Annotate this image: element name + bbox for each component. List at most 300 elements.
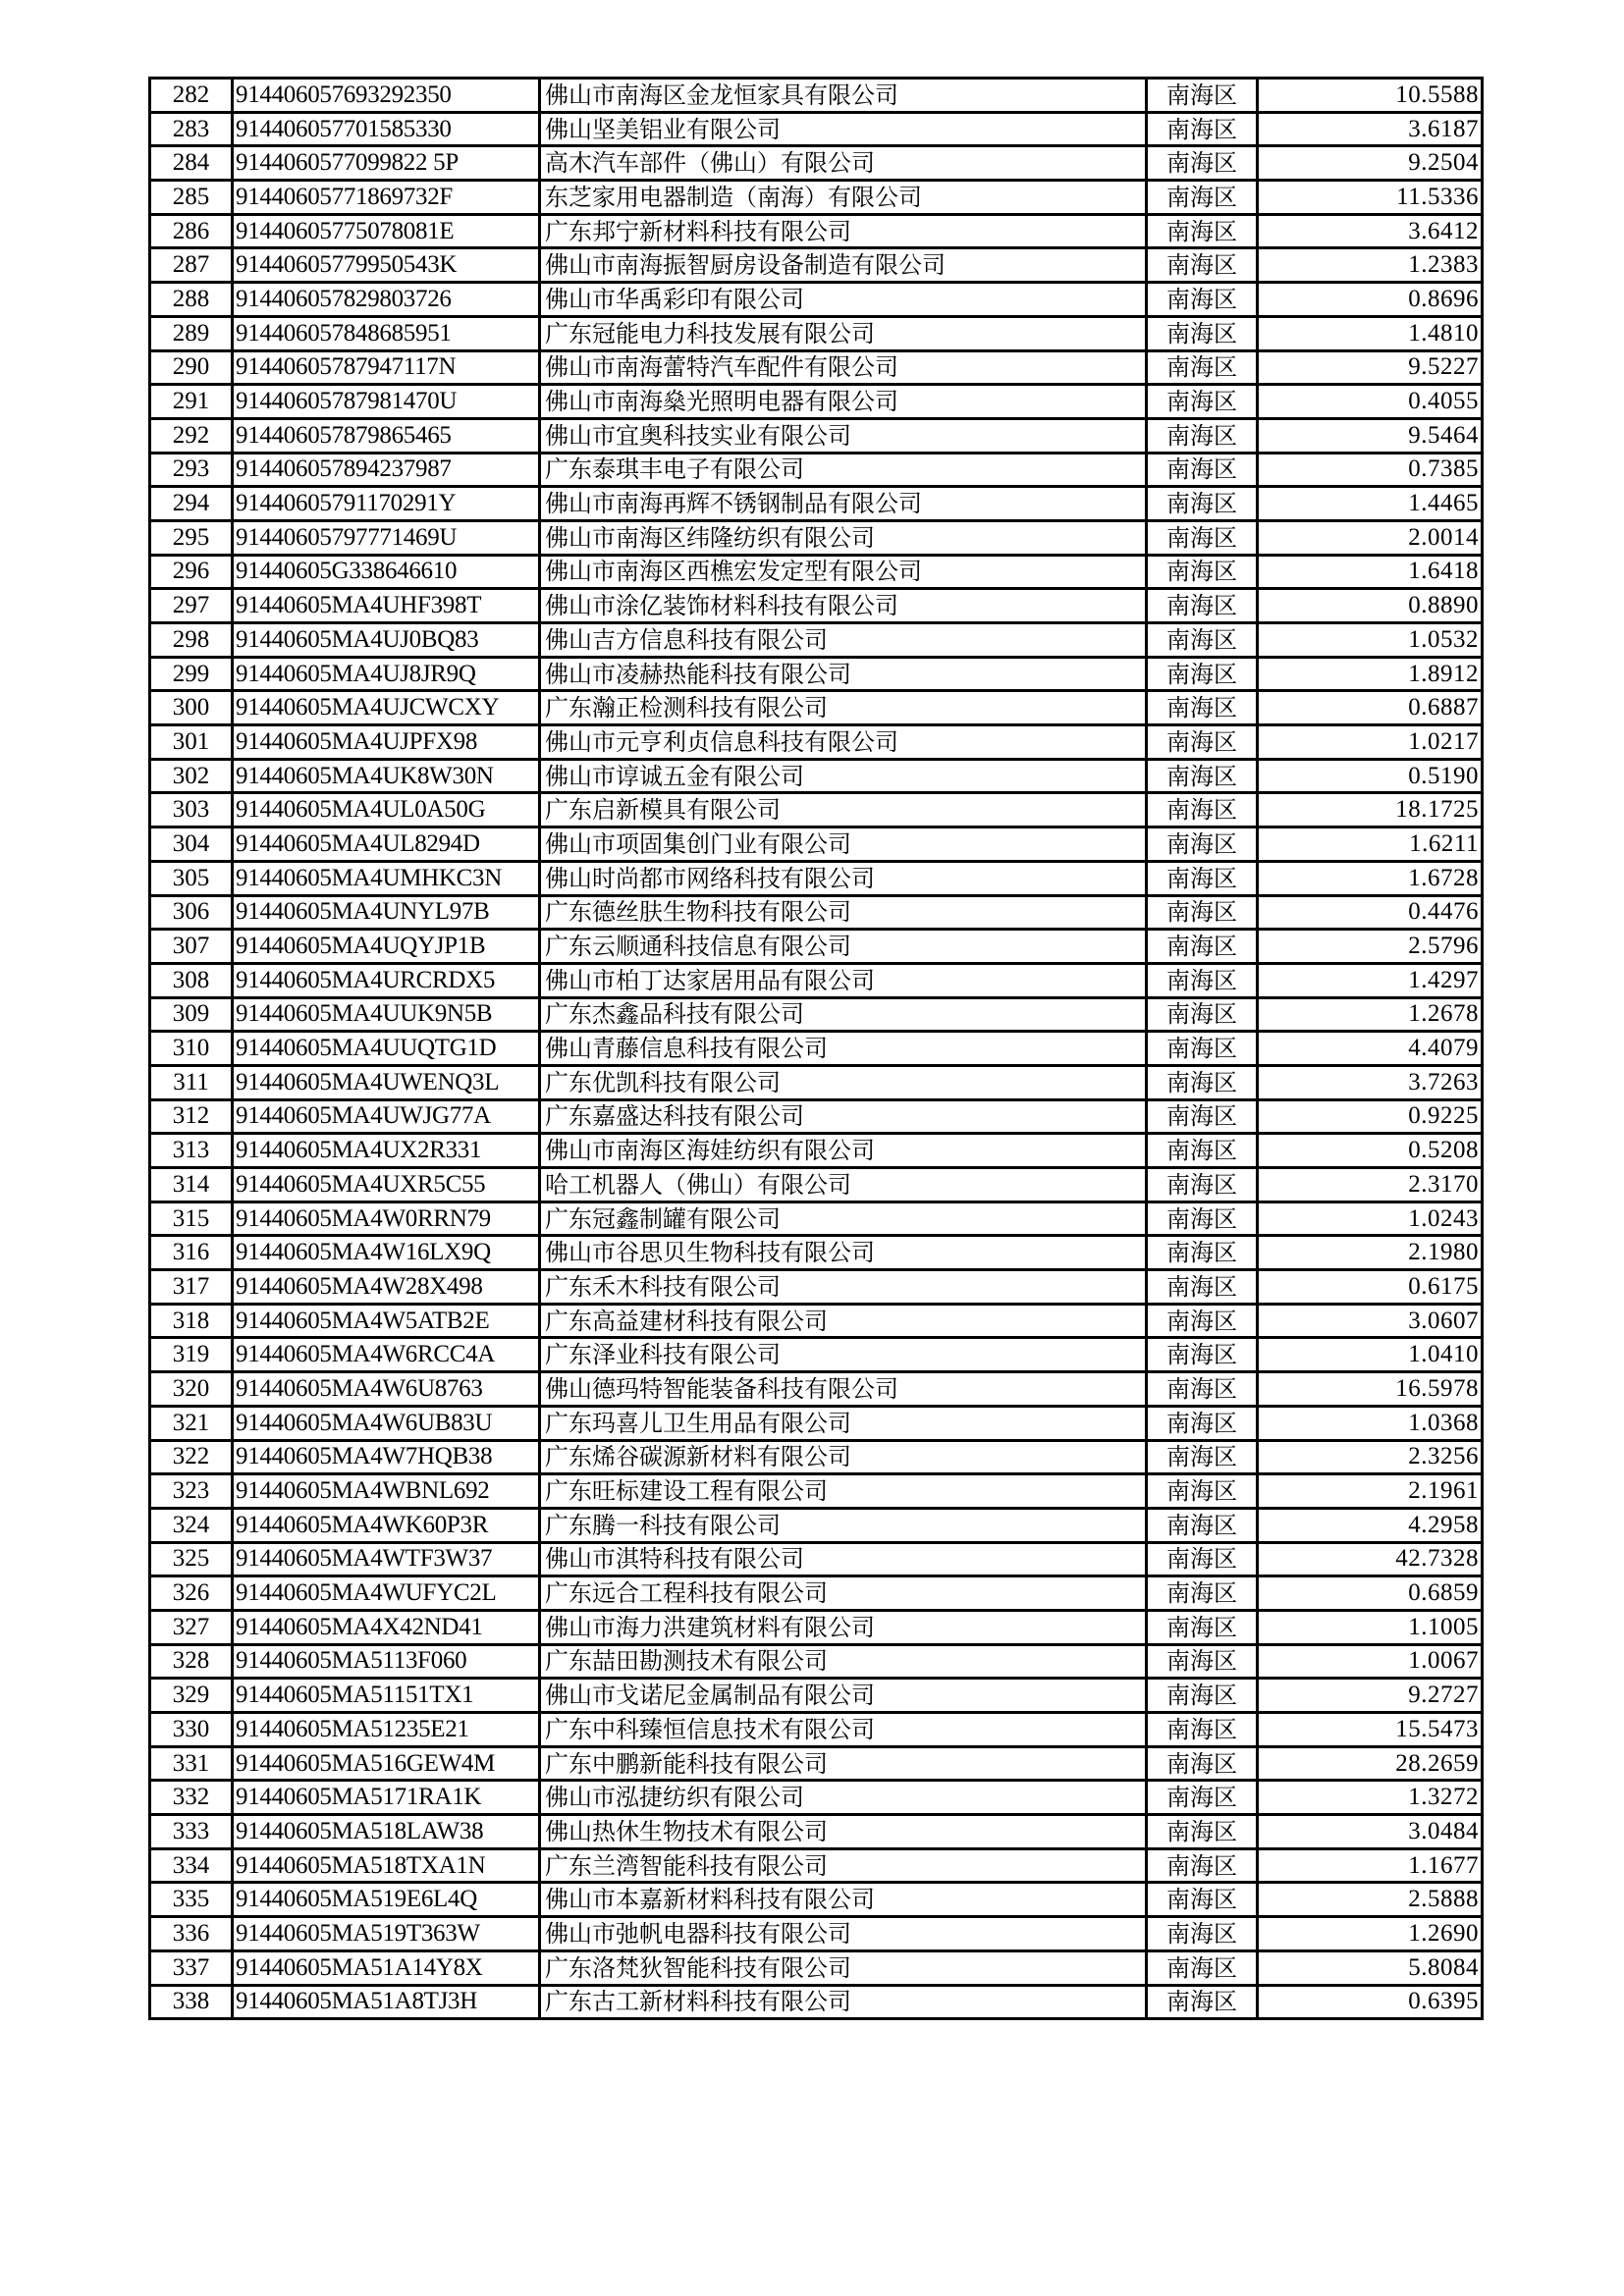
table-row: [150, 1644, 1483, 1679]
company-name: 广东冠能电力科技发展有限公司: [540, 316, 1147, 350]
district: 南海区: [1147, 1338, 1258, 1372]
company-name: 广东泰琪丰电子有限公司: [540, 453, 1147, 487]
value: 9.2727: [1258, 1679, 1483, 1713]
district: 南海区: [1147, 1815, 1258, 1849]
table-row: [150, 1236, 1483, 1270]
table-row: [150, 1406, 1483, 1440]
row-number: 317: [150, 1270, 233, 1305]
table-row: [150, 1883, 1483, 1917]
value: 0.6887: [1258, 691, 1483, 725]
company-name: 佛山市南海区西樵宏发定型有限公司: [540, 555, 1147, 589]
row-number: 294: [150, 487, 233, 521]
row-number: 337: [150, 1950, 233, 1985]
district: 南海区: [1147, 146, 1258, 181]
district: 南海区: [1147, 1542, 1258, 1576]
row-number: 305: [150, 861, 233, 895]
company-name: 广东中鹏新能科技有限公司: [540, 1746, 1147, 1781]
value: 0.5208: [1258, 1134, 1483, 1168]
credit-code: 914406057848685951: [233, 316, 540, 350]
value: 0.5190: [1258, 759, 1483, 793]
district: 南海区: [1147, 1679, 1258, 1713]
table-row: [150, 350, 1483, 385]
credit-code: 91440605MA4W5ATB2E: [233, 1304, 540, 1338]
row-number: 286: [150, 214, 233, 248]
row-number: 316: [150, 1236, 233, 1270]
company-name: 佛山德玛特智能装备科技有限公司: [540, 1372, 1147, 1407]
table-row: [150, 1065, 1483, 1099]
value: 0.8696: [1258, 283, 1483, 317]
value: 0.4055: [1258, 385, 1483, 419]
table-row: [150, 316, 1483, 350]
value: 1.8912: [1258, 657, 1483, 691]
table-row: [150, 1372, 1483, 1407]
value: 0.9225: [1258, 1099, 1483, 1134]
credit-code: 91440605MA4UXR5C55: [233, 1168, 540, 1202]
value: 9.5227: [1258, 350, 1483, 385]
table-body: [150, 79, 1483, 2019]
table-row: [150, 1474, 1483, 1509]
company-name: 佛山市南海区纬隆纺织有限公司: [540, 520, 1147, 555]
value: 2.0014: [1258, 520, 1483, 555]
table-row: [150, 759, 1483, 793]
table-row: [150, 861, 1483, 895]
district: 南海区: [1147, 1644, 1258, 1679]
company-name: 广东兰湾智能科技有限公司: [540, 1848, 1147, 1883]
row-number: 283: [150, 112, 233, 146]
company-name: 佛山时尚都市网络科技有限公司: [540, 861, 1147, 895]
table-row: [150, 895, 1483, 930]
credit-code: 914406057701585330: [233, 112, 540, 146]
company-name: 广东德丝肤生物科技有限公司: [540, 895, 1147, 930]
company-name: 佛山市项固集创门业有限公司: [540, 828, 1147, 862]
row-number: 319: [150, 1338, 233, 1372]
value: 2.3170: [1258, 1168, 1483, 1202]
company-name: 佛山市凌赫热能科技有限公司: [540, 657, 1147, 691]
company-name: 广东玛喜儿卫生用品有限公司: [540, 1406, 1147, 1440]
value: 2.5796: [1258, 930, 1483, 964]
company-name: 佛山市泓捷纺织有限公司: [540, 1781, 1147, 1815]
district: 南海区: [1147, 1201, 1258, 1236]
value: 1.0067: [1258, 1644, 1483, 1679]
district: 南海区: [1147, 1474, 1258, 1509]
company-name: 佛山市宜奥科技实业有限公司: [540, 418, 1147, 453]
district: 南海区: [1147, 1746, 1258, 1781]
table-row: [150, 691, 1483, 725]
credit-code: 91440605MA4WK60P3R: [233, 1508, 540, 1542]
credit-code: 91440605MA4UL8294D: [233, 828, 540, 862]
company-name: 广东腾一科技有限公司: [540, 1508, 1147, 1542]
row-number: 326: [150, 1576, 233, 1611]
district: 南海区: [1147, 487, 1258, 521]
district: 南海区: [1147, 691, 1258, 725]
table-row: [150, 930, 1483, 964]
company-name: 佛山市谆诚五金有限公司: [540, 759, 1147, 793]
value: 0.8890: [1258, 589, 1483, 623]
company-name: 佛山青藤信息科技有限公司: [540, 1032, 1147, 1066]
table-row: [150, 1848, 1483, 1883]
row-number: 338: [150, 1985, 233, 2019]
row-number: 297: [150, 589, 233, 623]
table-row: [150, 214, 1483, 248]
company-name: 佛山热休生物技术有限公司: [540, 1815, 1147, 1849]
district: 南海区: [1147, 555, 1258, 589]
value: 2.5888: [1258, 1883, 1483, 1917]
table-row: [150, 1610, 1483, 1644]
district: 南海区: [1147, 861, 1258, 895]
row-number: 327: [150, 1610, 233, 1644]
credit-code: 91440605MA4W28X498: [233, 1270, 540, 1305]
district: 南海区: [1147, 1781, 1258, 1815]
company-name: 广东洛梵狄智能科技有限公司: [540, 1950, 1147, 1985]
credit-code: 91440605MA4W6UB83U: [233, 1406, 540, 1440]
district: 南海区: [1147, 1848, 1258, 1883]
table-row: [150, 1099, 1483, 1134]
row-number: 290: [150, 350, 233, 385]
credit-code: 91440605MA4UHF398T: [233, 589, 540, 623]
table-row: [150, 1985, 1483, 2019]
company-name: 佛山市弛帆电器科技有限公司: [540, 1917, 1147, 1951]
table-row: [150, 1440, 1483, 1474]
company-name: 佛山市谷思贝生物科技有限公司: [540, 1236, 1147, 1270]
company-name: 广东禾木科技有限公司: [540, 1270, 1147, 1305]
company-name: 广东优凯科技有限公司: [540, 1065, 1147, 1099]
table-row: [150, 1134, 1483, 1168]
district: 南海区: [1147, 1950, 1258, 1985]
credit-code: 914406057879865465: [233, 418, 540, 453]
company-name: 佛山市涂亿装饰材料科技有限公司: [540, 589, 1147, 623]
credit-code: 91440605MA4WBNL692: [233, 1474, 540, 1509]
table-row: [150, 1338, 1483, 1372]
table-row: [150, 1781, 1483, 1815]
company-name: 广东启新模具有限公司: [540, 793, 1147, 828]
row-number: 324: [150, 1508, 233, 1542]
company-name: 哈工机器人（佛山）有限公司: [540, 1168, 1147, 1202]
district: 南海区: [1147, 963, 1258, 997]
value: 1.6418: [1258, 555, 1483, 589]
value: 0.6175: [1258, 1270, 1483, 1305]
district: 南海区: [1147, 1406, 1258, 1440]
row-number: 301: [150, 725, 233, 760]
company-name: 佛山市戈诺尼金属制品有限公司: [540, 1679, 1147, 1713]
district: 南海区: [1147, 112, 1258, 146]
value: 4.4079: [1258, 1032, 1483, 1066]
table-row: [150, 963, 1483, 997]
company-name: 广东古工新材料科技有限公司: [540, 1985, 1147, 2019]
value: 1.6211: [1258, 828, 1483, 862]
table-row: [150, 283, 1483, 317]
credit-code: 91440605787947117N: [233, 350, 540, 385]
district: 南海区: [1147, 1713, 1258, 1747]
district: 南海区: [1147, 1883, 1258, 1917]
district: 南海区: [1147, 589, 1258, 623]
district: 南海区: [1147, 520, 1258, 555]
company-name: 广东高益建材科技有限公司: [540, 1304, 1147, 1338]
table-row: [150, 1270, 1483, 1305]
value: 0.7385: [1258, 453, 1483, 487]
table-row: [150, 1576, 1483, 1611]
table-row: [150, 793, 1483, 828]
row-number: 306: [150, 895, 233, 930]
district: 南海区: [1147, 418, 1258, 453]
district: 南海区: [1147, 623, 1258, 658]
table-row: [150, 1168, 1483, 1202]
value: 9.2504: [1258, 146, 1483, 181]
table-row: [150, 1917, 1483, 1951]
row-number: 312: [150, 1099, 233, 1134]
value: 16.5978: [1258, 1372, 1483, 1407]
row-number: 298: [150, 623, 233, 658]
company-name: 佛山坚美铝业有限公司: [540, 112, 1147, 146]
row-number: 282: [150, 79, 233, 113]
credit-code: 91440605MA4UWENQ3L: [233, 1065, 540, 1099]
district: 南海区: [1147, 1610, 1258, 1644]
company-name: 广东泽业科技有限公司: [540, 1338, 1147, 1372]
district: 南海区: [1147, 1032, 1258, 1066]
value: 0.6395: [1258, 1985, 1483, 2019]
row-number: 284: [150, 146, 233, 181]
credit-code: 91440605787981470U: [233, 385, 540, 419]
table-row: [150, 1679, 1483, 1713]
table-row: [150, 1032, 1483, 1066]
credit-code: 91440605MA4WUFYC2L: [233, 1576, 540, 1611]
value: 28.2659: [1258, 1746, 1483, 1781]
company-name: 佛山市南海振智厨房设备制造有限公司: [540, 248, 1147, 283]
company-name: 佛山市南海区金龙恒家具有限公司: [540, 79, 1147, 113]
row-number: 302: [150, 759, 233, 793]
value: 15.5473: [1258, 1713, 1483, 1747]
district: 南海区: [1147, 385, 1258, 419]
table-row: [150, 1508, 1483, 1542]
value: 2.1961: [1258, 1474, 1483, 1509]
table-row: [150, 453, 1483, 487]
company-name: 广东杰鑫品科技有限公司: [540, 997, 1147, 1032]
company-name: 佛山市柏丁达家居用品有限公司: [540, 963, 1147, 997]
credit-code: 914406057829803726: [233, 283, 540, 317]
row-number: 304: [150, 828, 233, 862]
credit-code: 91440605MA4UJCWCXY: [233, 691, 540, 725]
row-number: 310: [150, 1032, 233, 1066]
district: 南海区: [1147, 453, 1258, 487]
credit-code: 91440605MA51235E21: [233, 1713, 540, 1747]
credit-code: 91440605797771469U: [233, 520, 540, 555]
credit-code: 91440605MA51151TX1: [233, 1679, 540, 1713]
table-row: [150, 181, 1483, 215]
company-name: 广东中科臻恒信息技术有限公司: [540, 1713, 1147, 1747]
district: 南海区: [1147, 793, 1258, 828]
table-row: [150, 1542, 1483, 1576]
row-number: 336: [150, 1917, 233, 1951]
table-row: [150, 1746, 1483, 1781]
table-row: [150, 1201, 1483, 1236]
company-name: 佛山市元亨利贞信息科技有限公司: [540, 725, 1147, 760]
credit-code: 91440605MA4UX2R331: [233, 1134, 540, 1168]
credit-code: 914406057693292350: [233, 79, 540, 113]
value: 0.6859: [1258, 1576, 1483, 1611]
district: 南海区: [1147, 350, 1258, 385]
row-number: 314: [150, 1168, 233, 1202]
value: 1.0243: [1258, 1201, 1483, 1236]
value: 42.7328: [1258, 1542, 1483, 1576]
value: 3.7263: [1258, 1065, 1483, 1099]
row-number: 307: [150, 930, 233, 964]
district: 南海区: [1147, 1576, 1258, 1611]
district: 南海区: [1147, 997, 1258, 1032]
row-number: 313: [150, 1134, 233, 1168]
row-number: 287: [150, 248, 233, 283]
credit-code: 91440605791170291Y: [233, 487, 540, 521]
row-number: 288: [150, 283, 233, 317]
district: 南海区: [1147, 1065, 1258, 1099]
company-name: 广东邦宁新材料科技有限公司: [540, 214, 1147, 248]
value: 11.5336: [1258, 181, 1483, 215]
company-name: 佛山市海力洪建筑材料有限公司: [540, 1610, 1147, 1644]
district: 南海区: [1147, 1985, 1258, 2019]
district: 南海区: [1147, 1099, 1258, 1134]
district: 南海区: [1147, 1440, 1258, 1474]
table-row: [150, 1713, 1483, 1747]
district: 南海区: [1147, 1372, 1258, 1407]
value: 9.5464: [1258, 418, 1483, 453]
table-row: [150, 828, 1483, 862]
table-row: [150, 248, 1483, 283]
credit-code: 91440605MA518LAW38: [233, 1815, 540, 1849]
value: 1.0532: [1258, 623, 1483, 658]
company-name: 广东烯谷碳源新材料有限公司: [540, 1440, 1147, 1474]
value: 1.4297: [1258, 963, 1483, 997]
company-name: 佛山市南海燊光照明电器有限公司: [540, 385, 1147, 419]
district: 南海区: [1147, 657, 1258, 691]
row-number: 333: [150, 1815, 233, 1849]
value: 1.3272: [1258, 1781, 1483, 1815]
row-number: 323: [150, 1474, 233, 1509]
district: 南海区: [1147, 1304, 1258, 1338]
table-row: [150, 146, 1483, 181]
row-number: 322: [150, 1440, 233, 1474]
row-number: 335: [150, 1883, 233, 1917]
credit-code: 9144060577099822 5P: [233, 146, 540, 181]
row-number: 321: [150, 1406, 233, 1440]
company-name: 广东云顺通科技信息有限公司: [540, 930, 1147, 964]
district: 南海区: [1147, 828, 1258, 862]
row-number: 329: [150, 1679, 233, 1713]
table-row: [150, 418, 1483, 453]
table-row: [150, 1950, 1483, 1985]
table-row: [150, 385, 1483, 419]
value: 4.2958: [1258, 1508, 1483, 1542]
credit-code: 91440605775078081E: [233, 214, 540, 248]
row-number: 311: [150, 1065, 233, 1099]
company-name: 广东远合工程科技有限公司: [540, 1576, 1147, 1611]
company-name: 广东喆田勘测技术有限公司: [540, 1644, 1147, 1679]
value: 10.5588: [1258, 79, 1483, 113]
row-number: 331: [150, 1746, 233, 1781]
row-number: 303: [150, 793, 233, 828]
row-number: 320: [150, 1372, 233, 1407]
row-number: 285: [150, 181, 233, 215]
table-row: [150, 1304, 1483, 1338]
value: 3.0607: [1258, 1304, 1483, 1338]
credit-code: 91440605MA51A14Y8X: [233, 1950, 540, 1985]
credit-code: 91440605MA4UWJG77A: [233, 1099, 540, 1134]
value: 2.1980: [1258, 1236, 1483, 1270]
credit-code: 91440605MA516GEW4M: [233, 1746, 540, 1781]
row-number: 289: [150, 316, 233, 350]
value: 1.2678: [1258, 997, 1483, 1032]
district: 南海区: [1147, 1168, 1258, 1202]
credit-code: 91440605MA4UL0A50G: [233, 793, 540, 828]
district: 南海区: [1147, 248, 1258, 283]
credit-code: 91440605G338646610: [233, 555, 540, 589]
credit-code: 91440605MA4URCRDX5: [233, 963, 540, 997]
credit-code: 91440605MA4UQYJP1B: [233, 930, 540, 964]
value: 1.1677: [1258, 1848, 1483, 1883]
table-row: [150, 520, 1483, 555]
credit-code: 91440605MA4UJ0BQ83: [233, 623, 540, 658]
row-number: 332: [150, 1781, 233, 1815]
credit-code: 91440605MA4W0RRN79: [233, 1201, 540, 1236]
credit-code: 914406057894237987: [233, 453, 540, 487]
credit-code: 91440605MA4WTF3W37: [233, 1542, 540, 1576]
value: 2.3256: [1258, 1440, 1483, 1474]
value: 18.1725: [1258, 793, 1483, 828]
district: 南海区: [1147, 1917, 1258, 1951]
company-name: 佛山市华禹彩印有限公司: [540, 283, 1147, 317]
credit-code: 91440605MA4W7HQB38: [233, 1440, 540, 1474]
value: 3.6412: [1258, 214, 1483, 248]
value: 3.6187: [1258, 112, 1483, 146]
row-number: 328: [150, 1644, 233, 1679]
credit-code: 91440605MA4UNYL97B: [233, 895, 540, 930]
district: 南海区: [1147, 1134, 1258, 1168]
row-number: 334: [150, 1848, 233, 1883]
row-number: 296: [150, 555, 233, 589]
company-name: 佛山市淇特科技有限公司: [540, 1542, 1147, 1576]
table-row: [150, 1815, 1483, 1849]
company-name: 广东嘉盛达科技有限公司: [540, 1099, 1147, 1134]
row-number: 300: [150, 691, 233, 725]
value: 1.0410: [1258, 1338, 1483, 1372]
table-row: [150, 79, 1483, 113]
company-name: 佛山市本嘉新材料科技有限公司: [540, 1883, 1147, 1917]
table-row: [150, 589, 1483, 623]
district: 南海区: [1147, 214, 1258, 248]
company-name: 东芝家用电器制造（南海）有限公司: [540, 181, 1147, 215]
value: 1.0217: [1258, 725, 1483, 760]
value: 0.4476: [1258, 895, 1483, 930]
district: 南海区: [1147, 316, 1258, 350]
credit-code: 91440605MA519E6L4Q: [233, 1883, 540, 1917]
row-number: 309: [150, 997, 233, 1032]
company-name: 佛山吉方信息科技有限公司: [540, 623, 1147, 658]
table-row: [150, 725, 1483, 760]
table-row: [150, 112, 1483, 146]
row-number: 325: [150, 1542, 233, 1576]
row-number: 292: [150, 418, 233, 453]
district: 南海区: [1147, 1236, 1258, 1270]
credit-code: 91440605MA4UK8W30N: [233, 759, 540, 793]
district: 南海区: [1147, 1270, 1258, 1305]
credit-code: 91440605MA5113F060: [233, 1644, 540, 1679]
value: 1.4810: [1258, 316, 1483, 350]
table-row: [150, 487, 1483, 521]
table-row: [150, 997, 1483, 1032]
table-row: [150, 623, 1483, 658]
row-number: 295: [150, 520, 233, 555]
district: 南海区: [1147, 79, 1258, 113]
row-number: 293: [150, 453, 233, 487]
district: 南海区: [1147, 895, 1258, 930]
company-name: 广东冠鑫制罐有限公司: [540, 1201, 1147, 1236]
